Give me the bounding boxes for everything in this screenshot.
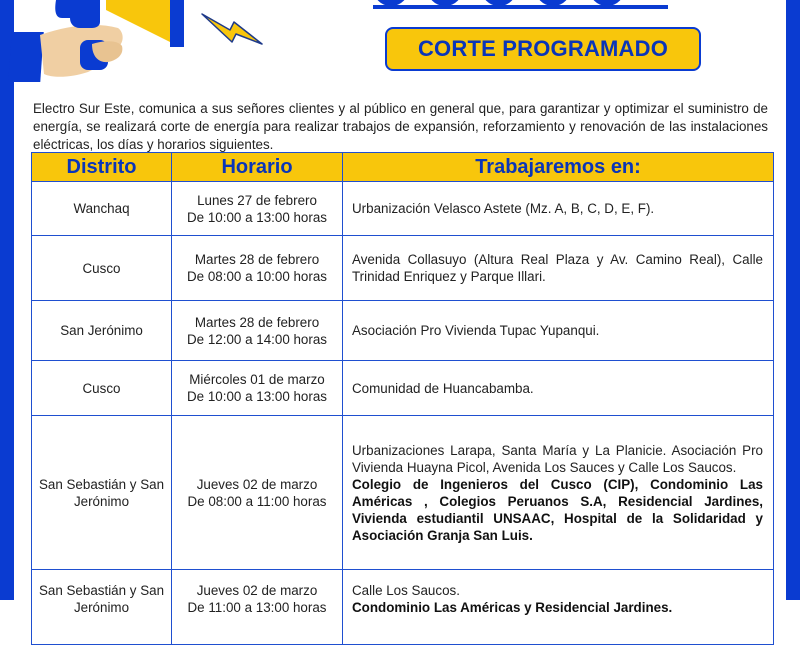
works-cell	[343, 361, 774, 416]
table-row	[32, 301, 774, 361]
outage-schedule-table	[31, 152, 774, 645]
megaphone-icon	[0, 0, 200, 85]
schedule-time: De 11:00 a 13:00 horas	[187, 600, 327, 615]
works-cell	[343, 570, 774, 645]
works-cell	[343, 301, 774, 361]
works-cell	[343, 182, 774, 236]
schedule-time: De 08:00 a 11:00 horas	[187, 493, 327, 509]
works-text: Urbanización Velasco Astete (Mz. A, B, C, D, E, F).	[352, 201, 655, 216]
schedule-date: Jueves 02 de marzo	[196, 583, 318, 598]
title-underline	[373, 5, 668, 9]
schedule-cell	[172, 361, 343, 416]
works-text: Comunidad de Huancabamba.	[352, 380, 534, 396]
schedule-cell	[172, 301, 343, 361]
works-cell	[343, 416, 774, 570]
district-cell: Wanchaq	[32, 182, 172, 236]
intro-paragraph: Electro Sur Este, comunica a sus señores clientes y al público en general que, para garantizar y optimizar el suministro de energía, se realizará corte de energía para realizar trabajos de expansión, reforzamiento y renovación de las instalaciones eléctricas, los días y horarios siguientes.	[33, 101, 768, 153]
left-border-bar	[0, 0, 14, 600]
schedule-date: Jueves 02 de marzo	[196, 476, 318, 492]
header-works: Trabajaremos en:	[343, 153, 774, 182]
schedule-date: Lunes 27 de febrero	[197, 192, 317, 208]
district-cell: Cusco	[32, 361, 172, 416]
district-cell: Cusco	[32, 236, 172, 301]
works-text: Avenida Collasuyo (Altura Real Plaza y Av. Camino Real), Calle Trinidad Enriquez y Parque Illari.	[352, 252, 763, 284]
table-row	[32, 416, 774, 570]
header-district: Distrito	[32, 153, 172, 182]
works-cell	[343, 236, 774, 301]
district-cell: San Sebastián y San Jerónimo	[32, 570, 172, 645]
schedule-cell	[172, 570, 343, 645]
district-cell: San Jerónimo	[32, 301, 172, 361]
works-text: Asociación Pro Vivienda Tupac Yupanqui.	[352, 323, 600, 338]
schedule-date: Martes 28 de febrero	[194, 252, 320, 267]
works-text-bold: Colegio de Ingenieros del Cusco (CIP), Condominio Las Américas , Colegios Peruanos S.A, Residencial Jardines, Vivienda estudiantil UNSAAC, Hospital de la Solidaridad y Asociación Granja San Luis.	[352, 476, 763, 543]
schedule-date: Martes 28 de febrero	[194, 314, 320, 330]
schedule-time: De 10:00 a 13:00 horas	[187, 389, 327, 404]
table-row	[32, 361, 774, 416]
table-row	[32, 570, 774, 645]
schedule-time: De 10:00 a 13:00 horas	[187, 209, 327, 225]
schedule-cell	[172, 416, 343, 570]
schedule-time: De 12:00 a 14:00 horas	[187, 331, 327, 347]
schedule-cell	[172, 182, 343, 236]
table-header-row	[32, 153, 774, 182]
corte-programado-badge	[385, 27, 701, 71]
works-text: Calle Los Saucos.	[352, 583, 460, 598]
badge-label: CORTE PROGRAMADO	[417, 36, 669, 61]
table-row	[32, 236, 774, 301]
table-row	[32, 182, 774, 236]
schedule-date: Miércoles 01 de marzo	[189, 372, 325, 387]
schedule-cell	[172, 236, 343, 301]
works-text-bold: Condominio Las Américas y Residencial Jardines.	[352, 600, 673, 615]
works-text: Urbanizaciones Larapa, Santa María y La Planicie. Asociación Pro Vivienda Huayna Picol, Avenida Los Sauces y Calle Los Saucos.	[352, 442, 763, 475]
right-border-bar	[786, 0, 800, 600]
header-schedule: Horario	[172, 153, 343, 182]
district-cell: San Sebastián y San Jerónimo	[32, 416, 172, 570]
lightning-bolt-icon	[200, 12, 266, 48]
schedule-time: De 08:00 a 10:00 horas	[187, 269, 327, 284]
